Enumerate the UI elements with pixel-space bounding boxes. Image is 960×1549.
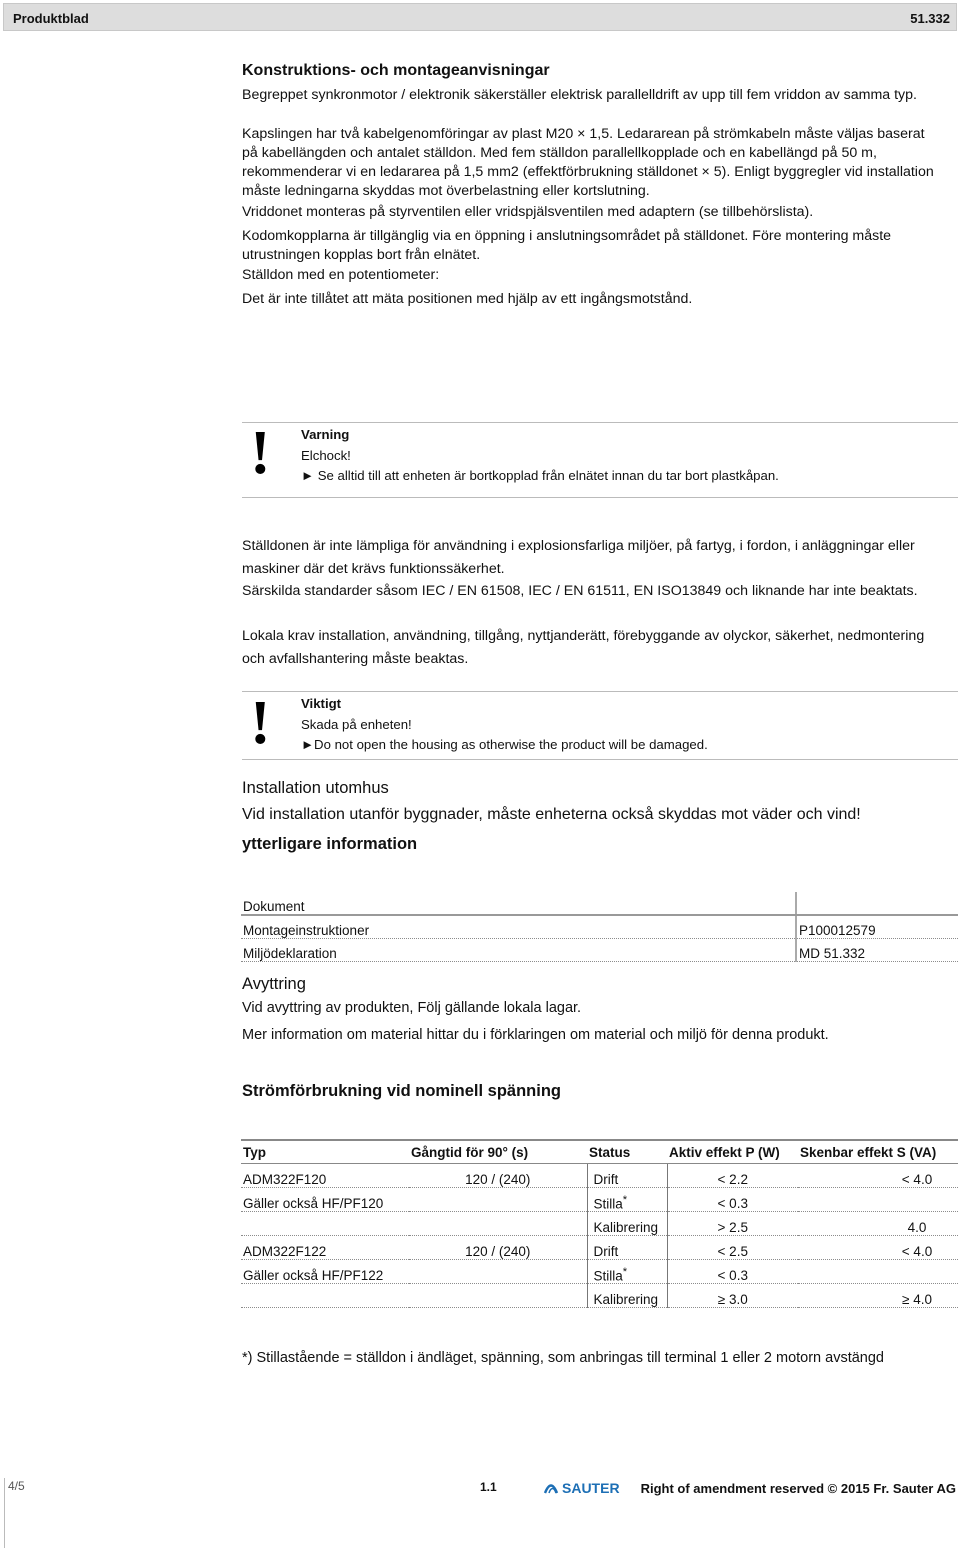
- power-table-header: [241, 1140, 958, 1164]
- outdoor-text: Vid installation utanför byggnader, måste enheterna också skyddas mot väder och vind!: [242, 806, 861, 823]
- disposal-p2: Mer information om material hittar du i förklaringen om material och miljö för denna produkt.: [242, 1027, 829, 1043]
- construction-p5: Ställdon med en potentiometer:: [242, 267, 440, 283]
- document-ref: MD 51.332: [796, 939, 958, 962]
- documents-header-cell: Dokument: [241, 892, 796, 915]
- cell-time: [409, 1260, 587, 1284]
- header-active-power: Aktiv effekt P (W): [667, 1140, 798, 1164]
- construction-p3: Vriddonet monteras på styrventilen eller vridspjälsventilen med adaptern (se tillbehörslista).: [242, 204, 814, 220]
- cell-status: Kalibrering: [587, 1212, 667, 1236]
- construction-p1: Begreppet synkronmotor / elektronik säkerställer elektrisk parallelldrift av upp till fem vriddon av samma typ.: [242, 87, 917, 103]
- footnote-marker: *: [622, 1265, 628, 1278]
- table-row: [241, 915, 958, 939]
- important-bottom-rule: [242, 759, 958, 760]
- page-header: [3, 3, 957, 31]
- table-row: [241, 1260, 958, 1284]
- cell-time: 120 / (240): [409, 1236, 587, 1260]
- cell-apparent-power: ≥ 4.0: [798, 1284, 958, 1308]
- cell-type: Gäller också HF/PF122: [241, 1260, 409, 1284]
- copyright-text: Right of amendment reserved © 2015 Fr. Sauter AG: [640, 1481, 956, 1496]
- important-title: Viktigt: [301, 696, 342, 711]
- cell-time: [409, 1188, 587, 1212]
- power-footnote: *) Stillastående = ställdon i ändläget, spänning, som anbringas till terminal 1 eller 2 motorn avstängd: [242, 1350, 884, 1366]
- important-top-rule: [242, 691, 958, 692]
- cell-active-power: < 2.5: [667, 1236, 798, 1260]
- cell-status: Drift: [587, 1164, 667, 1188]
- cell-apparent-power: [798, 1260, 958, 1284]
- usage-p3: Lokala krav installation, användning, tillgång, nyttjanderätt, förebyggande av olyckor, säkerhet, nedmontering och avfallshantering måste beaktas.: [242, 628, 925, 667]
- documents-header-empty: [796, 892, 958, 915]
- documents-table: [241, 892, 958, 962]
- sauter-logo-icon: [543, 1478, 627, 1498]
- usage-p2: Särskilda standarder såsom IEC / EN 61508, IEC / EN 61511, EN ISO13849 och liknande har inte beaktats.: [242, 583, 918, 599]
- cell-time: [409, 1212, 587, 1236]
- warning-subtitle: Elchock!: [301, 447, 351, 463]
- cell-status: Drift: [587, 1236, 667, 1260]
- cell-apparent-power: [798, 1188, 958, 1212]
- cell-active-power: ≥ 3.0: [667, 1284, 798, 1308]
- cell-type: [241, 1284, 409, 1308]
- cell-type: ADM322F120: [241, 1164, 409, 1188]
- header-apparent-power: Skenbar effekt S (VA): [798, 1140, 958, 1164]
- disposal-heading: Avyttring: [242, 975, 306, 993]
- status-text: Stilla: [593, 1196, 623, 1211]
- important-exclamation-icon: !: [250, 689, 271, 757]
- footnote-marker: *: [622, 1193, 628, 1206]
- warning-exclamation-icon: !: [250, 419, 271, 487]
- table-row: [241, 939, 958, 962]
- power-heading: Strömförbrukning vid nominell spänning: [242, 1082, 562, 1100]
- cell-status: Kalibrering: [587, 1284, 667, 1308]
- cell-status: [587, 1260, 667, 1284]
- header-time: Gångtid för 90° (s): [409, 1140, 587, 1164]
- cell-active-power: < 0.3: [667, 1188, 798, 1212]
- cell-active-power: > 2.5: [667, 1212, 798, 1236]
- header-status: Status: [587, 1140, 667, 1164]
- document-ref: P100012579: [796, 915, 958, 939]
- cell-active-power: < 0.3: [667, 1260, 798, 1284]
- important-text: ►Do not open the housing as otherwise the product will be damaged.: [301, 737, 708, 752]
- more-info-heading: ytterligare information: [242, 835, 418, 853]
- usage-p1: Ställdonen är inte lämpliga för användning i explosionsfarliga miljöer, på fartyg, i fordon, i anläggningar eller maskiner där det krävs funktionssäkerhet.: [242, 538, 915, 577]
- status-text: Stilla: [593, 1268, 623, 1283]
- warning-bottom-rule: [242, 497, 958, 498]
- cell-apparent-power: < 4.0: [798, 1164, 958, 1188]
- cell-type: [241, 1212, 409, 1236]
- cell-apparent-power: < 4.0: [798, 1236, 958, 1260]
- cell-status: [587, 1188, 667, 1212]
- document-name: Montageinstruktioner: [241, 915, 796, 939]
- outdoor-heading: Installation utomhus: [242, 779, 389, 797]
- power-table: [241, 1139, 958, 1308]
- table-row: [241, 1212, 958, 1236]
- footer-divider: [4, 1478, 5, 1548]
- header-type: Typ: [241, 1140, 409, 1164]
- table-row: [241, 1236, 958, 1260]
- table-row: [241, 1188, 958, 1212]
- cell-time: 120 / (240): [409, 1164, 587, 1188]
- disposal-p1: Vid avyttring av produkten, Följ gällande lokala lagar.: [242, 1000, 582, 1016]
- cell-time: [409, 1284, 587, 1308]
- version-number: 1.1: [480, 1480, 497, 1494]
- warning-box: [301, 425, 779, 487]
- construction-p6: Det är inte tillåtet att mäta positionen med hjälp av ett ingångsmotstånd.: [242, 291, 693, 307]
- cell-apparent-power: 4.0: [798, 1212, 958, 1236]
- table-row: [241, 1284, 958, 1308]
- warning-title: Varning: [301, 427, 350, 442]
- cell-type: Gäller också HF/PF120: [241, 1188, 409, 1212]
- construction-p2: Kapslingen har två kabelgenomföringar av plast M20 × 1,5. Ledararean på strömkabeln måste väljas baserat på kabellängden och antalet ställdon. Med fem ställdon parallellkopplade och en kabellängd på 50 m, rekommenderar vi en ledararea på 1,5 mm2 (effektförbrukning ställdonet × 5). Enligt byggregler vid installation måste ledningarna skyddas mot överbelastning eller kortslutning.: [242, 126, 934, 199]
- cell-type: ADM322F122: [241, 1236, 409, 1260]
- cell-active-power: < 2.2: [667, 1164, 798, 1188]
- important-subtitle: Skada på enheten!: [301, 716, 412, 732]
- logo-wordmark: SAUTER: [562, 1480, 620, 1496]
- doc-type-label: Produktblad: [13, 11, 89, 26]
- construction-heading: Konstruktions- och montageanvisningar: [242, 62, 550, 79]
- page-footer: [0, 1470, 960, 1549]
- page-number: 4/5: [8, 1479, 25, 1493]
- important-box: [301, 694, 708, 756]
- warning-text: ► Se alltid till att enheten är bortkopplad från elnätet innan du tar bort plastkåpan.: [301, 468, 779, 483]
- doc-number: 51.332: [910, 11, 950, 26]
- document-name: Miljödeklaration: [241, 939, 796, 962]
- construction-p4: Kodomkopplarna är tillgänglig via en öppning i anslutningsområdet på ställdonet. Före montering måste utrustningen kopplas bort från elnätet.: [242, 228, 892, 263]
- table-row: [241, 1164, 958, 1188]
- warning-top-rule: [242, 422, 958, 423]
- documents-table-header: [241, 892, 958, 915]
